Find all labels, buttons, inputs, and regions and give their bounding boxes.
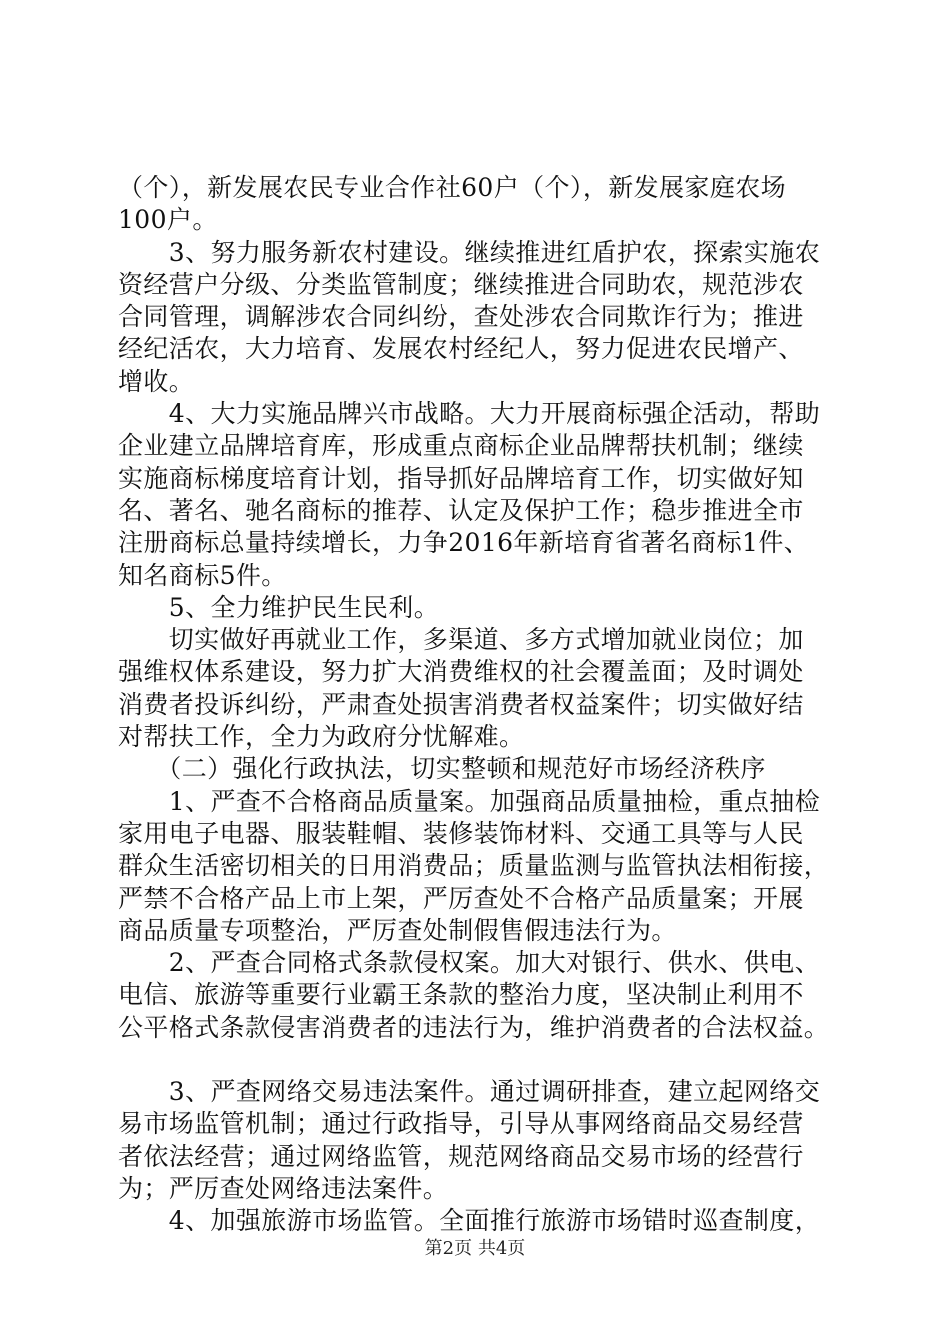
text-line: （二）强化行政执法，切实整顿和规范好市场经济秩序 (118, 754, 766, 784)
blank-line (118, 1044, 838, 1076)
text-line: 切实做好再就业工作，多渠道、多方式增加就业岗位；加 (118, 625, 804, 655)
text-line: 5、全力维护民生民利。 (118, 592, 440, 622)
text-line: 4、加强旅游市场监管。全面推行旅游市场错时巡查制度， (118, 1206, 821, 1236)
document-body (118, 172, 838, 1238)
text-line: 100户。 (118, 205, 218, 235)
text-line: 合同管理，调解涉农合同纠纷，查处涉农合同欺诈行为；推进 (118, 302, 804, 332)
text-line: 知名商标5件。 (118, 560, 287, 590)
text-line: 3、努力服务新农村建设。继续推进红盾护农，探索实施农 (118, 237, 821, 267)
text-line: 经纪活农，大力培育、发展农村经纪人，努力促进农民增产、 (118, 334, 804, 364)
text-line: 资经营户分级、分类监管制度；继续推进合同助农，规范涉农 (118, 269, 804, 299)
text-line: 为；严厉查处网络违法案件。 (118, 1173, 449, 1203)
text-line: 群众生活密切相关的日用消费品；质量监测与监管执法相衔接， (118, 851, 830, 881)
text-line: 易市场监管机制；通过行政指导，引导从事网络商品交易经营 (118, 1109, 804, 1139)
text-line: 强维权体系建设，努力扩大消费维权的社会覆盖面；及时调处 (118, 657, 804, 687)
page-footer: 第2页 共4页 (424, 1238, 526, 1259)
text-line: 者依法经营；通过网络监管，规范网络商品交易市场的经营行 (118, 1141, 804, 1171)
text-line: 4、大力实施品牌兴市战略。大力开展商标强企活动，帮助 (118, 399, 821, 429)
text-line: （个），新发展农民专业合作社60户（个），新发展家庭农场 (118, 173, 787, 202)
paragraph-block (118, 1076, 838, 1237)
text-line: 名、著名、驰名商标的推荐、认定及保护工作；稳步推进全市 (118, 495, 804, 525)
text-line: 消费者投诉纠纷，严肃查处损害消费者权益案件；切实做好结 (118, 689, 804, 719)
text-line: 商品质量专项整治，严厉查处制假售假违法行为。 (118, 915, 677, 945)
text-line: 家用电子电器、服装鞋帽、装修装饰材料、交通工具等与人民 (118, 818, 804, 848)
paragraph-block (118, 172, 838, 1044)
text-line: 对帮扶工作，全力为政府分忧解难。 (118, 722, 525, 752)
text-line: 1、严查不合格商品质量案。加强商品质量抽检，重点抽检 (118, 786, 821, 816)
text-line: 严禁不合格产品上市上架，严厉查处不合格产品质量案；开展 (118, 883, 804, 913)
text-line: 2、严查合同格式条款侵权案。加大对银行、供水、供电、 (118, 948, 821, 978)
text-line: 电信、旅游等重要行业霸王条款的整治力度，坚决制止利用不 (118, 980, 804, 1010)
text-line: 公平格式条款侵害消费者的违法行为，维护消费者的合法权益。 (118, 1012, 830, 1042)
text-line: 实施商标梯度培育计划，指导抓好品牌培育工作，切实做好知 (118, 463, 804, 493)
text-line: 3、严查网络交易违法案件。通过调研排查，建立起网络交 (118, 1077, 821, 1107)
text-line: 注册商标总量持续增长，力争2016年新培育省著名商标1件、 (118, 528, 810, 558)
text-line: 企业建立品牌培育库，形成重点商标企业品牌帮扶机制；继续 (118, 431, 804, 461)
text-line: 增收。 (118, 366, 195, 396)
